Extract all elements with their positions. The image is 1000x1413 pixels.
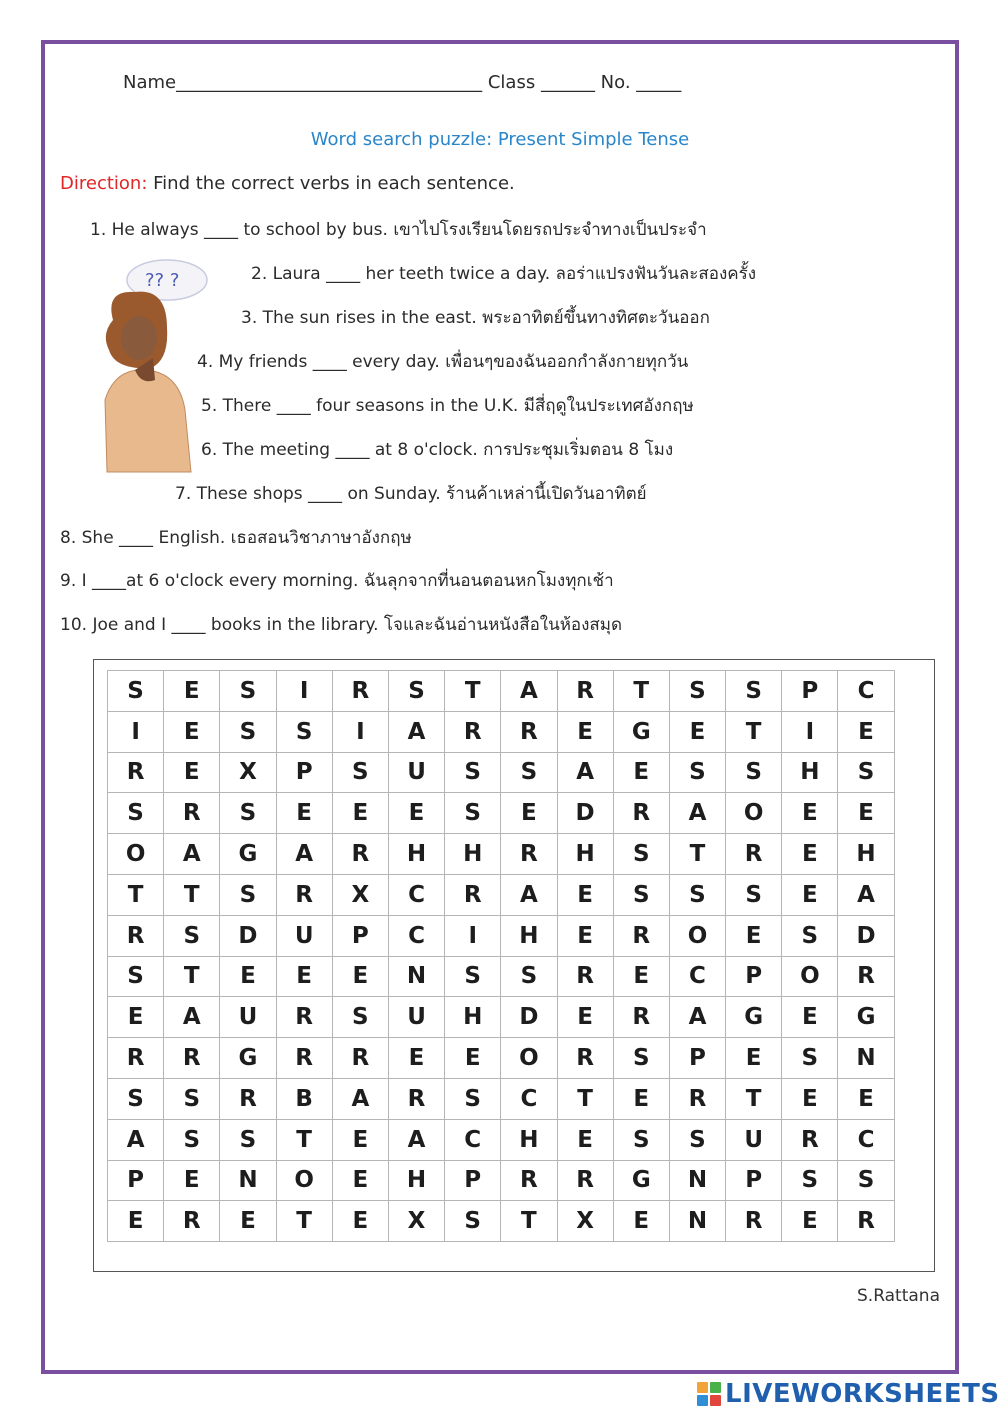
thought-bubble-text: ?? ? <box>145 270 180 291</box>
grid-letter-cell[interactable]: T <box>276 1201 332 1242</box>
direction-text: Find the correct verbs in each sentence. <box>153 173 515 194</box>
grid-row <box>108 1078 895 1119</box>
grid-letter-cell[interactable]: E <box>108 1201 164 1242</box>
grid-letter-cell[interactable]: I <box>276 671 332 712</box>
grid-letter-cell[interactable]: I <box>332 711 388 752</box>
grid-letter-cell[interactable]: S <box>613 1119 669 1160</box>
grid-letter-cell[interactable]: H <box>445 834 501 875</box>
grid-letter-cell[interactable]: R <box>164 793 220 834</box>
grid-letter-cell[interactable]: S <box>108 956 164 997</box>
grid-letter-cell[interactable]: P <box>726 1160 782 1201</box>
sentence-10: 10. Joe and I ____ books in the library. โจและฉันอ่านหนังสือในห้องสมุด <box>60 615 623 635</box>
grid-letter-cell[interactable]: R <box>108 1038 164 1079</box>
grid-row <box>108 997 895 1038</box>
grid-letter-cell[interactable]: E <box>164 1160 220 1201</box>
grid-letter-cell[interactable]: G <box>220 834 276 875</box>
grid-letter-cell[interactable]: E <box>332 1160 388 1201</box>
grid-letter-cell[interactable]: R <box>501 1160 557 1201</box>
grid-letter-cell[interactable]: U <box>220 997 276 1038</box>
grid-letter-cell[interactable]: E <box>782 874 838 915</box>
grid-letter-cell[interactable]: E <box>332 956 388 997</box>
grid-letter-cell[interactable]: O <box>501 1038 557 1079</box>
grid-letter-cell[interactable]: E <box>782 834 838 875</box>
grid-letter-cell[interactable]: E <box>445 1038 501 1079</box>
grid-letter-cell[interactable]: S <box>613 834 669 875</box>
grid-letter-cell[interactable]: R <box>557 1038 613 1079</box>
grid-letter-cell[interactable]: N <box>669 1201 725 1242</box>
grid-letter-cell[interactable]: S <box>501 752 557 793</box>
grid-letter-cell[interactable]: A <box>388 1119 444 1160</box>
grid-letter-cell[interactable]: E <box>669 711 725 752</box>
grid-letter-cell[interactable]: I <box>108 711 164 752</box>
grid-letter-cell[interactable]: X <box>332 874 388 915</box>
grid-letter-cell[interactable]: E <box>220 1201 276 1242</box>
grid-letter-cell[interactable]: O <box>782 956 838 997</box>
grid-letter-cell[interactable]: E <box>332 1201 388 1242</box>
grid-letter-cell[interactable]: U <box>276 915 332 956</box>
grid-letter-cell[interactable]: T <box>164 956 220 997</box>
grid-letter-cell[interactable]: A <box>838 874 894 915</box>
grid-row <box>108 1160 895 1201</box>
grid-letter-cell[interactable]: R <box>445 874 501 915</box>
grid-letter-cell[interactable]: I <box>445 915 501 956</box>
grid-letter-cell[interactable]: A <box>164 834 220 875</box>
grid-letter-cell[interactable]: R <box>669 1078 725 1119</box>
grid-row <box>108 752 895 793</box>
grid-letter-cell[interactable]: C <box>501 1078 557 1119</box>
grid-letter-cell[interactable]: N <box>669 1160 725 1201</box>
grid-letter-cell[interactable]: S <box>332 752 388 793</box>
grid-letter-cell[interactable]: G <box>220 1038 276 1079</box>
header-line <box>123 72 681 93</box>
grid-letter-cell[interactable]: B <box>276 1078 332 1119</box>
sentence-5: 5. There ____ four seasons in the U.K. มีสี่ฤดูในประเทศอังกฤษ <box>201 396 694 416</box>
grid-letter-cell[interactable]: C <box>388 874 444 915</box>
grid-letter-cell[interactable]: P <box>276 752 332 793</box>
grid-letter-cell[interactable]: E <box>838 793 894 834</box>
grid-letter-cell[interactable]: H <box>838 834 894 875</box>
grid-letter-cell[interactable]: S <box>164 915 220 956</box>
grid-letter-cell[interactable]: E <box>276 956 332 997</box>
grid-letter-cell[interactable]: E <box>557 915 613 956</box>
grid-letter-cell[interactable]: G <box>613 1160 669 1201</box>
number-label: No. <box>600 72 631 93</box>
grid-letter-cell[interactable]: S <box>726 752 782 793</box>
grid-letter-cell[interactable]: R <box>332 1038 388 1079</box>
grid-row <box>108 1119 895 1160</box>
grid-letter-cell[interactable]: T <box>613 671 669 712</box>
grid-letter-cell[interactable]: O <box>276 1160 332 1201</box>
sentence-1: 1. He always ____ to school by bus. เขาไปโรงเรียนโดยรถประจำทางเป็นประจำ <box>90 220 707 240</box>
grid-letter-cell[interactable]: E <box>838 1078 894 1119</box>
grid-letter-cell[interactable]: E <box>726 915 782 956</box>
grid-letter-cell[interactable]: E <box>557 711 613 752</box>
grid-letter-cell[interactable]: A <box>669 793 725 834</box>
word-search-grid <box>107 670 895 1242</box>
grid-letter-cell[interactable]: A <box>669 997 725 1038</box>
grid-letter-cell[interactable]: T <box>164 874 220 915</box>
grid-letter-cell[interactable]: E <box>782 997 838 1038</box>
grid-letter-cell[interactable]: E <box>782 1078 838 1119</box>
grid-letter-cell[interactable]: R <box>108 752 164 793</box>
grid-letter-cell[interactable]: G <box>726 997 782 1038</box>
grid-letter-cell[interactable]: H <box>445 997 501 1038</box>
grid-letter-cell[interactable]: R <box>220 1078 276 1119</box>
grid-letter-cell[interactable]: A <box>164 997 220 1038</box>
grid-letter-cell[interactable]: R <box>838 1201 894 1242</box>
grid-letter-cell[interactable]: S <box>669 671 725 712</box>
grid-letter-cell[interactable]: H <box>557 834 613 875</box>
grid-letter-cell[interactable]: S <box>669 874 725 915</box>
grid-letter-cell[interactable]: P <box>332 915 388 956</box>
grid-letter-cell[interactable]: S <box>220 711 276 752</box>
grid-letter-cell[interactable]: S <box>613 874 669 915</box>
grid-letter-cell[interactable]: E <box>220 956 276 997</box>
grid-letter-cell[interactable]: S <box>669 1119 725 1160</box>
grid-letter-cell[interactable]: P <box>669 1038 725 1079</box>
grid-letter-cell[interactable]: S <box>220 1119 276 1160</box>
grid-letter-cell[interactable]: R <box>108 915 164 956</box>
class-field[interactable]: ______ <box>540 72 595 93</box>
grid-letter-cell[interactable]: R <box>557 1160 613 1201</box>
grid-letter-cell[interactable]: A <box>388 711 444 752</box>
grid-letter-cell[interactable]: S <box>445 793 501 834</box>
grid-letter-cell[interactable]: E <box>782 793 838 834</box>
grid-letter-cell[interactable]: E <box>557 997 613 1038</box>
grid-letter-cell[interactable]: R <box>501 711 557 752</box>
grid-letter-cell[interactable]: R <box>557 671 613 712</box>
grid-letter-cell[interactable]: G <box>613 711 669 752</box>
grid-letter-cell[interactable]: T <box>726 1078 782 1119</box>
grid-letter-cell[interactable]: S <box>220 793 276 834</box>
grid-row <box>108 711 895 752</box>
grid-letter-cell[interactable]: R <box>332 671 388 712</box>
grid-letter-cell[interactable]: E <box>164 671 220 712</box>
grid-letter-cell[interactable]: O <box>108 834 164 875</box>
grid-letter-cell[interactable]: S <box>164 1078 220 1119</box>
grid-letter-cell[interactable]: S <box>220 671 276 712</box>
sentence-6: 6. The meeting ____ at 8 o'clock. การประชุมเริ่มตอน 8 โมง <box>201 440 674 460</box>
grid-letter-cell[interactable]: S <box>726 671 782 712</box>
grid-letter-cell[interactable]: S <box>445 956 501 997</box>
grid-row <box>108 956 895 997</box>
grid-letter-cell[interactable]: P <box>726 956 782 997</box>
grid-letter-cell[interactable]: E <box>332 1119 388 1160</box>
grid-letter-cell[interactable]: E <box>388 1038 444 1079</box>
grid-letter-cell[interactable]: S <box>838 752 894 793</box>
sentence-7: 7. These shops ____ on Sunday. ร้านค้าเหล่านี้เปิดวันอาทิตย์ <box>175 484 647 504</box>
grid-letter-cell[interactable]: U <box>388 997 444 1038</box>
grid-row <box>108 793 895 834</box>
name-label: Name <box>123 72 177 93</box>
face <box>121 316 157 360</box>
grid-letter-cell[interactable]: R <box>613 915 669 956</box>
grid-letter-cell[interactable]: E <box>838 711 894 752</box>
sentence-8: 8. She ____ English. เธอสอนวิชาภาษาอังกฤษ <box>60 528 412 548</box>
grid-letter-cell[interactable]: E <box>501 793 557 834</box>
grid-letter-cell[interactable]: D <box>220 915 276 956</box>
sentence-2: 2. Laura ____ her teeth twice a day. ลอร่าแปรงฟันวันละสองครั้ง <box>251 264 757 284</box>
grid-letter-cell[interactable]: E <box>557 1119 613 1160</box>
grid-letter-cell[interactable]: R <box>613 793 669 834</box>
grid-letter-cell[interactable]: A <box>501 671 557 712</box>
grid-letter-cell[interactable]: S <box>501 956 557 997</box>
grid-letter-cell[interactable]: N <box>838 1038 894 1079</box>
sentence-9: 9. I ____at 6 o'clock every morning. ฉันลุกจากที่นอนตอนหกโมงทุกเช้า <box>60 571 614 591</box>
grid-letter-cell[interactable]: R <box>276 997 332 1038</box>
grid-letter-cell[interactable]: P <box>445 1160 501 1201</box>
grid-letter-cell[interactable]: E <box>613 1078 669 1119</box>
grid-letter-cell[interactable]: S <box>726 874 782 915</box>
logo-icon <box>697 1382 721 1406</box>
grid-letter-cell[interactable]: R <box>164 1201 220 1242</box>
sentence-3: 3. The sun rises in the east. พระอาทิตย์ขึ้นทางทิศตะวันออก <box>241 308 710 328</box>
grid-letter-cell[interactable]: E <box>726 1038 782 1079</box>
grid-letter-cell[interactable]: S <box>782 1160 838 1201</box>
grid-letter-cell[interactable]: R <box>782 1119 838 1160</box>
grid-letter-cell[interactable]: C <box>838 1119 894 1160</box>
grid-letter-cell[interactable]: E <box>164 711 220 752</box>
grid-letter-cell[interactable]: S <box>838 1160 894 1201</box>
grid-letter-cell[interactable]: S <box>108 793 164 834</box>
grid-letter-cell[interactable]: R <box>276 1038 332 1079</box>
name-field[interactable]: __________________________________ <box>176 72 483 93</box>
grid-letter-cell[interactable]: S <box>445 1201 501 1242</box>
grid-letter-cell[interactable]: E <box>276 793 332 834</box>
grid-row <box>108 1201 895 1242</box>
grid-letter-cell[interactable]: R <box>276 874 332 915</box>
grid-letter-cell[interactable]: C <box>388 915 444 956</box>
grid-letter-cell[interactable]: R <box>613 997 669 1038</box>
grid-letter-cell[interactable]: S <box>445 752 501 793</box>
grid-letter-cell[interactable]: S <box>782 915 838 956</box>
grid-letter-cell[interactable]: S <box>276 711 332 752</box>
grid-letter-cell[interactable]: T <box>445 671 501 712</box>
grid-letter-cell[interactable]: C <box>445 1119 501 1160</box>
grid-letter-cell[interactable]: H <box>782 752 838 793</box>
grid-letter-cell[interactable]: T <box>276 1119 332 1160</box>
grid-letter-cell[interactable]: R <box>332 834 388 875</box>
grid-letter-cell[interactable]: C <box>669 956 725 997</box>
direction-label: Direction: <box>60 173 148 194</box>
page-title: Word search puzzle: Present Simple Tense <box>310 129 690 150</box>
grid-letter-cell[interactable]: A <box>501 874 557 915</box>
grid-letter-cell[interactable]: R <box>726 834 782 875</box>
grid-letter-cell[interactable]: S <box>220 874 276 915</box>
grid-letter-cell[interactable]: R <box>388 1078 444 1119</box>
grid-letter-cell[interactable]: R <box>557 956 613 997</box>
grid-letter-cell[interactable]: H <box>501 1119 557 1160</box>
grid-letter-cell[interactable]: E <box>613 1201 669 1242</box>
body <box>105 370 191 472</box>
grid-letter-cell[interactable]: P <box>782 671 838 712</box>
grid-letter-cell[interactable]: U <box>726 1119 782 1160</box>
grid-letter-cell[interactable]: C <box>838 671 894 712</box>
liveworksheets-logo <box>697 1376 1000 1412</box>
grid-letter-cell[interactable]: R <box>501 834 557 875</box>
grid-letter-cell[interactable]: S <box>108 671 164 712</box>
number-field[interactable]: _____ <box>636 72 682 93</box>
grid-letter-cell[interactable]: D <box>838 915 894 956</box>
grid-letter-cell[interactable]: S <box>445 1078 501 1119</box>
grid-letter-cell[interactable]: G <box>838 997 894 1038</box>
grid-letter-cell[interactable]: E <box>613 752 669 793</box>
grid-letter-cell[interactable]: H <box>388 834 444 875</box>
grid-letter-cell[interactable]: A <box>276 834 332 875</box>
grid-letter-cell[interactable]: S <box>388 671 444 712</box>
grid-letter-cell[interactable]: E <box>782 1201 838 1242</box>
author-credit: S.Rattana <box>857 1286 940 1306</box>
grid-letter-cell[interactable]: E <box>332 793 388 834</box>
grid-letter-cell[interactable]: A <box>332 1078 388 1119</box>
grid-letter-cell[interactable]: X <box>557 1201 613 1242</box>
grid-letter-cell[interactable]: R <box>726 1201 782 1242</box>
grid-letter-cell[interactable]: T <box>557 1078 613 1119</box>
grid-letter-cell[interactable]: T <box>726 711 782 752</box>
grid-letter-cell[interactable]: S <box>669 752 725 793</box>
grid-letter-cell[interactable]: U <box>388 752 444 793</box>
grid-letter-cell[interactable]: T <box>669 834 725 875</box>
grid-letter-cell[interactable]: X <box>388 1201 444 1242</box>
grid-letter-cell[interactable]: R <box>164 1038 220 1079</box>
direction-line <box>60 173 515 194</box>
grid-letter-cell[interactable]: O <box>726 793 782 834</box>
grid-letter-cell[interactable]: O <box>669 915 725 956</box>
grid-letter-cell[interactable]: S <box>164 1119 220 1160</box>
grid-row <box>108 834 895 875</box>
sentence-4: 4. My friends ____ every day. เพื่อนๆของฉันออกกำลังกายทุกวัน <box>197 352 689 372</box>
grid-row <box>108 671 895 712</box>
grid-letter-cell[interactable]: E <box>108 997 164 1038</box>
grid-letter-cell[interactable]: E <box>164 752 220 793</box>
grid-letter-cell[interactable]: R <box>838 956 894 997</box>
grid-row <box>108 1038 895 1079</box>
grid-letter-cell[interactable]: I <box>782 711 838 752</box>
grid-letter-cell[interactable]: H <box>501 915 557 956</box>
grid-letter-cell[interactable]: D <box>501 997 557 1038</box>
grid-row <box>108 874 895 915</box>
grid-letter-cell[interactable]: S <box>332 997 388 1038</box>
grid-letter-cell[interactable]: A <box>108 1119 164 1160</box>
grid-row <box>108 915 895 956</box>
grid-letter-cell[interactable]: E <box>557 874 613 915</box>
grid-letter-cell[interactable]: P <box>108 1160 164 1201</box>
grid-letter-cell[interactable]: S <box>613 1038 669 1079</box>
grid-letter-cell[interactable]: R <box>445 711 501 752</box>
brand-name: LIVEWORKSHEETS <box>725 1379 1000 1409</box>
class-label: Class <box>487 72 536 93</box>
grid-letter-cell[interactable]: D <box>557 793 613 834</box>
grid-letter-cell[interactable]: T <box>501 1201 557 1242</box>
grid-letter-cell[interactable]: T <box>108 874 164 915</box>
grid-letter-cell[interactable]: E <box>388 793 444 834</box>
grid-letter-cell[interactable]: H <box>388 1160 444 1201</box>
grid-letter-cell[interactable]: S <box>782 1038 838 1079</box>
grid-letter-cell[interactable]: N <box>220 1160 276 1201</box>
grid-letter-cell[interactable]: A <box>557 752 613 793</box>
grid-letter-cell[interactable]: S <box>108 1078 164 1119</box>
grid-letter-cell[interactable]: N <box>388 956 444 997</box>
grid-letter-cell[interactable]: X <box>220 752 276 793</box>
grid-letter-cell[interactable]: E <box>613 956 669 997</box>
